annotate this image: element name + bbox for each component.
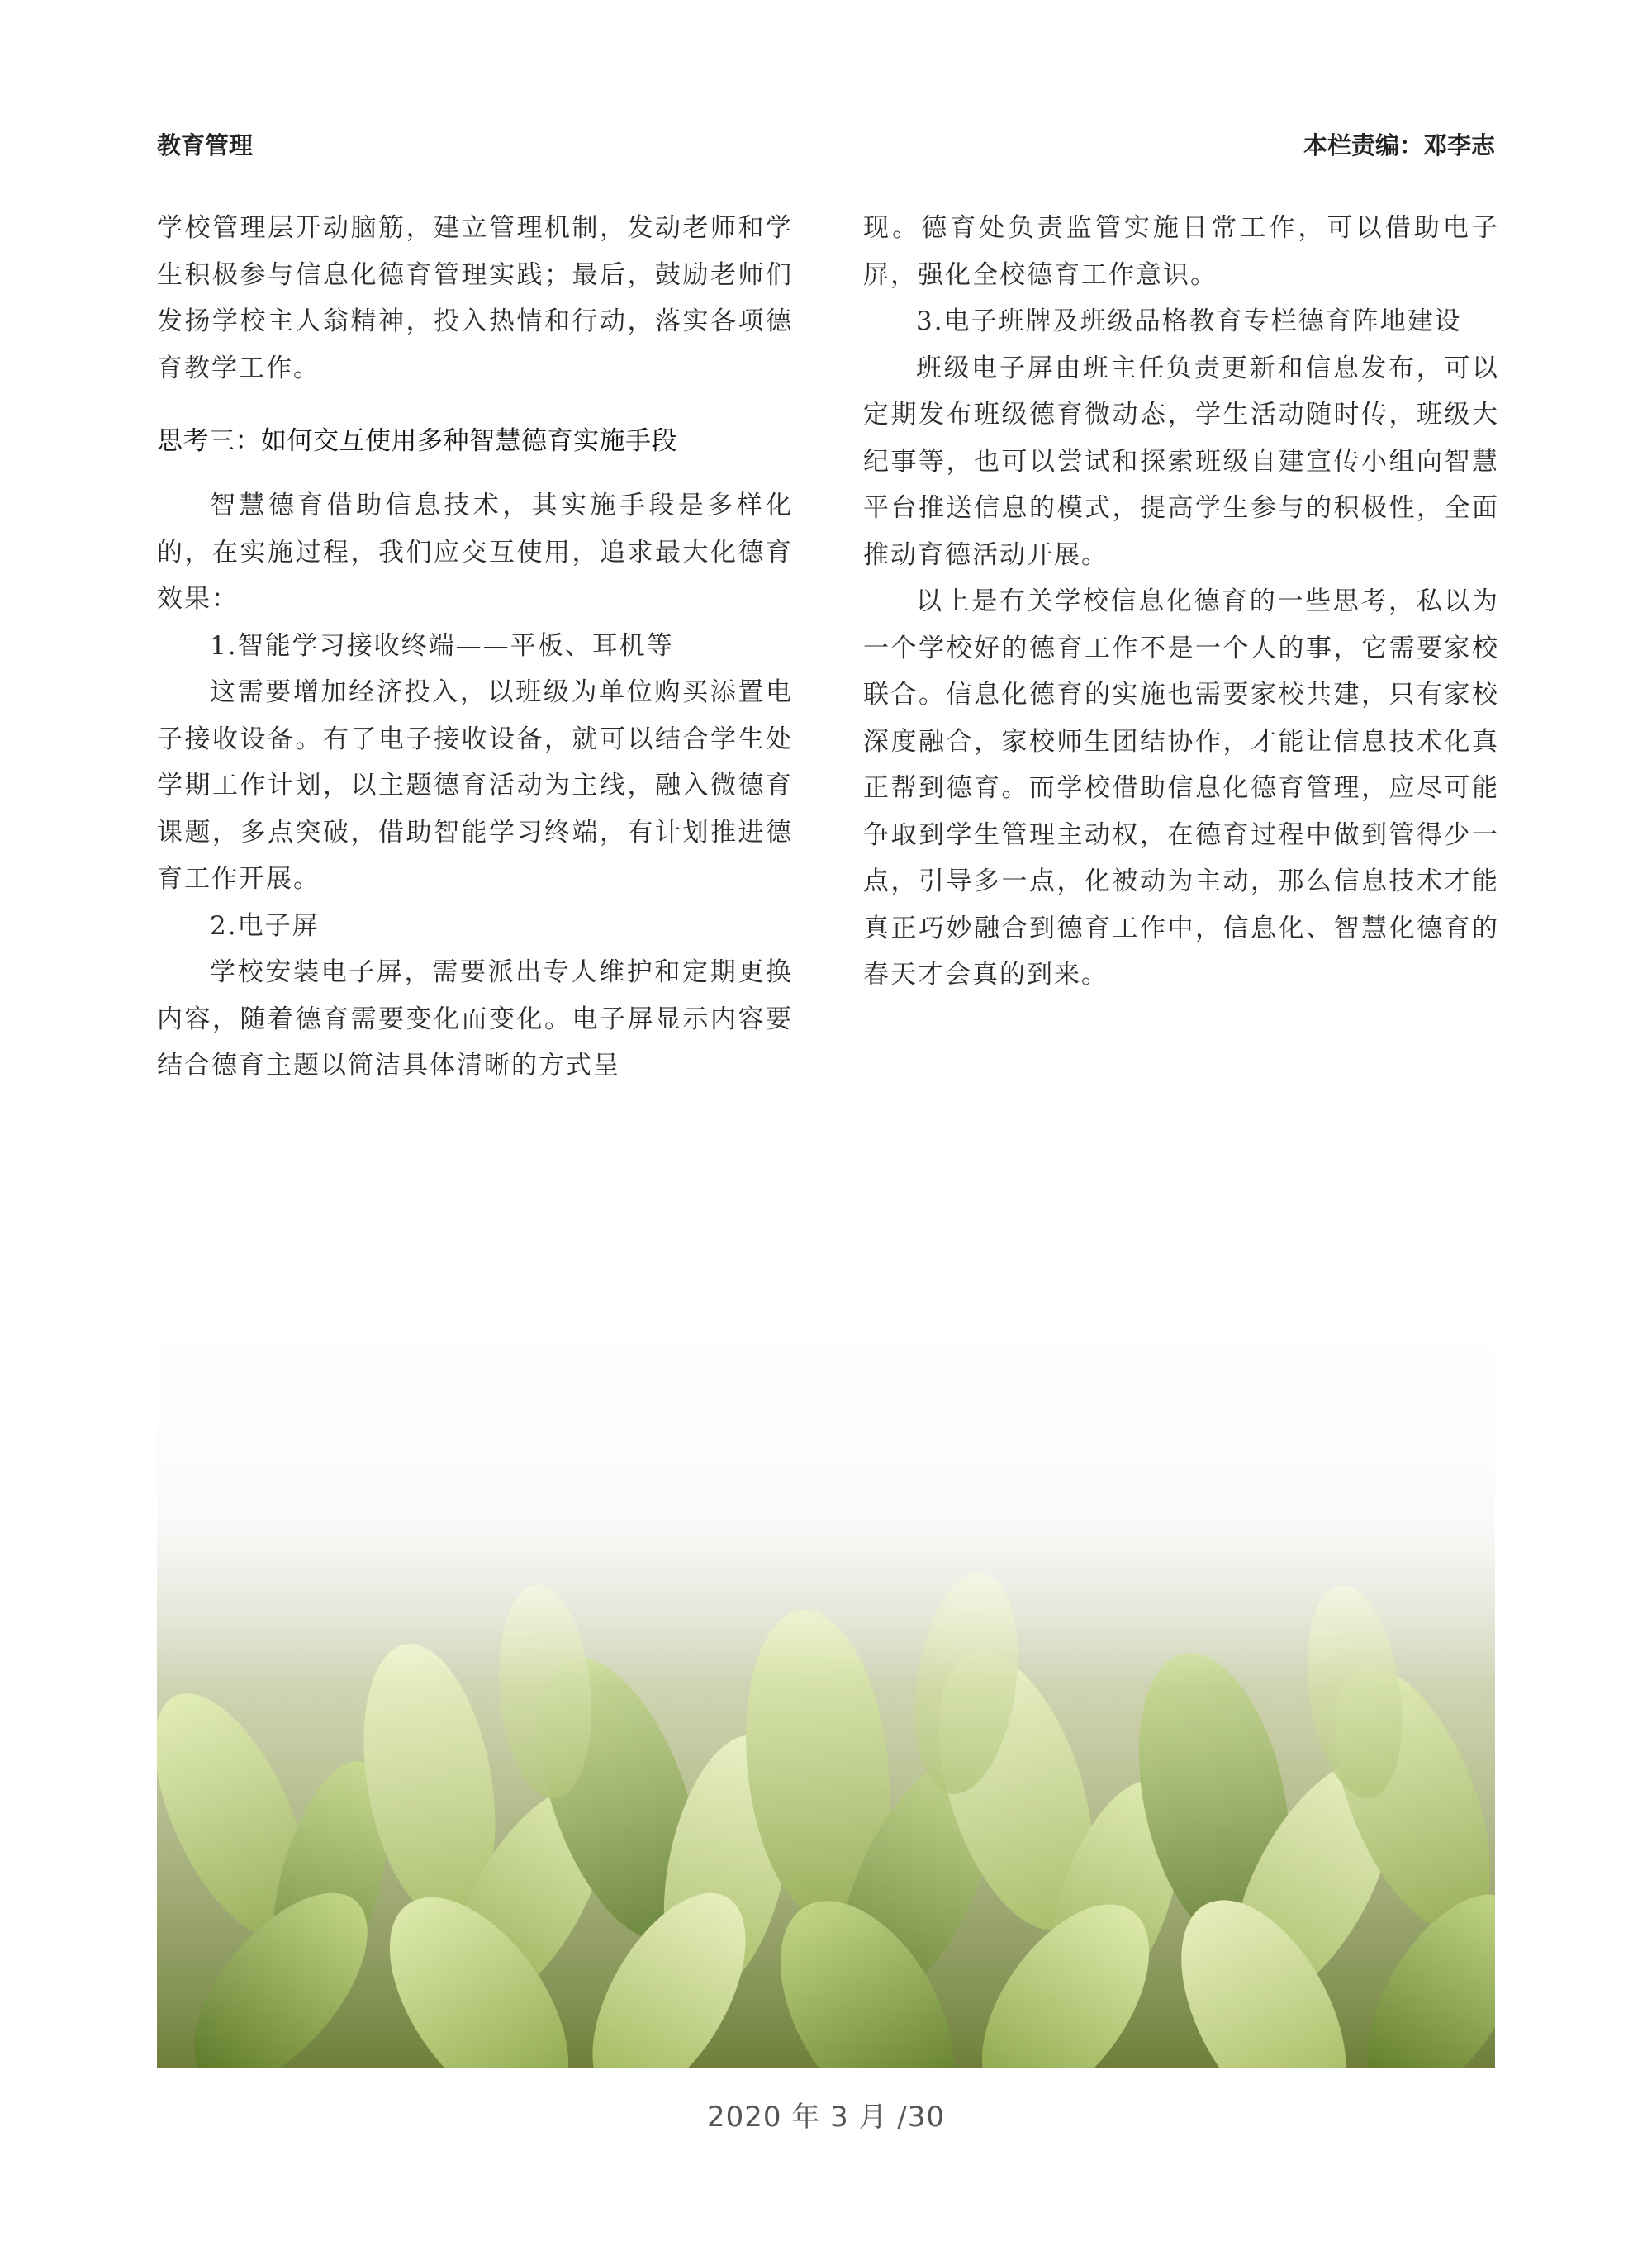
paragraph: 这需要增加经济投入，以班级为单位购买添置电子接收设备。有了电子接收设备，就可以结合学生处学期工作计划，以主题德育活动为主线，融入微德育课题，多点突破，借助智能学习终端，有计划推进德育工作开展。 [157,677,793,894]
section-heading: 思考三：如何交互使用多种智慧德育实施手段 [157,426,677,456]
list-item-title: 3.电子班牌及班级品格教育专栏德育阵地建设 [916,306,1462,336]
paragraph: 学校安装电子屏，需要派出专人维护和定期更换内容，随着德育需要变化而变化。电子屏显示内容要结合德育主题以简洁具体清晰的方式呈 [157,957,793,1080]
paragraph: 现。德育处负责监管实施日常工作，可以借助电子屏，强化全校德育工作意识。 [863,213,1499,290]
paragraph: 以上是有关学校信息化德育的一些思考，私以为一个学校好的德育工作不是一个人的事，它需要家校联合。信息化德育的实施也需要家校共建，只有家校深度融合，家校师生团结协作，才能让信息技术化真正帮到德育。而学校借助信息化德育管理，应尽可能争取到学生管理主动权，在德育过程中做到管得少一点，引导多一点，化被动为主动，那么信息技术才能真正巧妙融合到德育工作中，信息化、智慧化德育的春天才会真的到来。 [863,586,1499,990]
page-number: 2020 年 3 月 /30 [706,2101,946,2134]
section-title: 教育管理 [157,131,254,159]
paragraph: 班级电子屏由班主任负责更新和信息发布，可以定期发布班级德育微动态，学生活动随时传，班级大纪事等，也可以尝试和探索班级自建宣传小组向智慧平台推送信息的模式，提高学生参与的积极性，全面推动育德活动开展。 [863,353,1499,570]
editor-credit: 本栏责编：邓李志 [1303,131,1495,159]
right-column [863,205,1499,999]
list-item-title: 1.智能学习接收终端——平板、耳机等 [210,630,674,661]
list-item-title: 2.电子屏 [210,910,320,941]
paragraph: 智慧德育借助信息技术，其实施手段是多样化的，在实施过程，我们应交互使用，追求最大化德育效果： [157,491,793,614]
paragraph: 学校管理层开动脑筋，建立管理机制，发动老师和学生积极参与信息化德育管理实践；最后，鼓励老师们发扬学校主人翁精神，投入热情和行动，落实各项德育教学工作。 [157,213,793,383]
decorative-leaf-photo [157,1303,1495,2068]
left-column [157,205,793,1090]
